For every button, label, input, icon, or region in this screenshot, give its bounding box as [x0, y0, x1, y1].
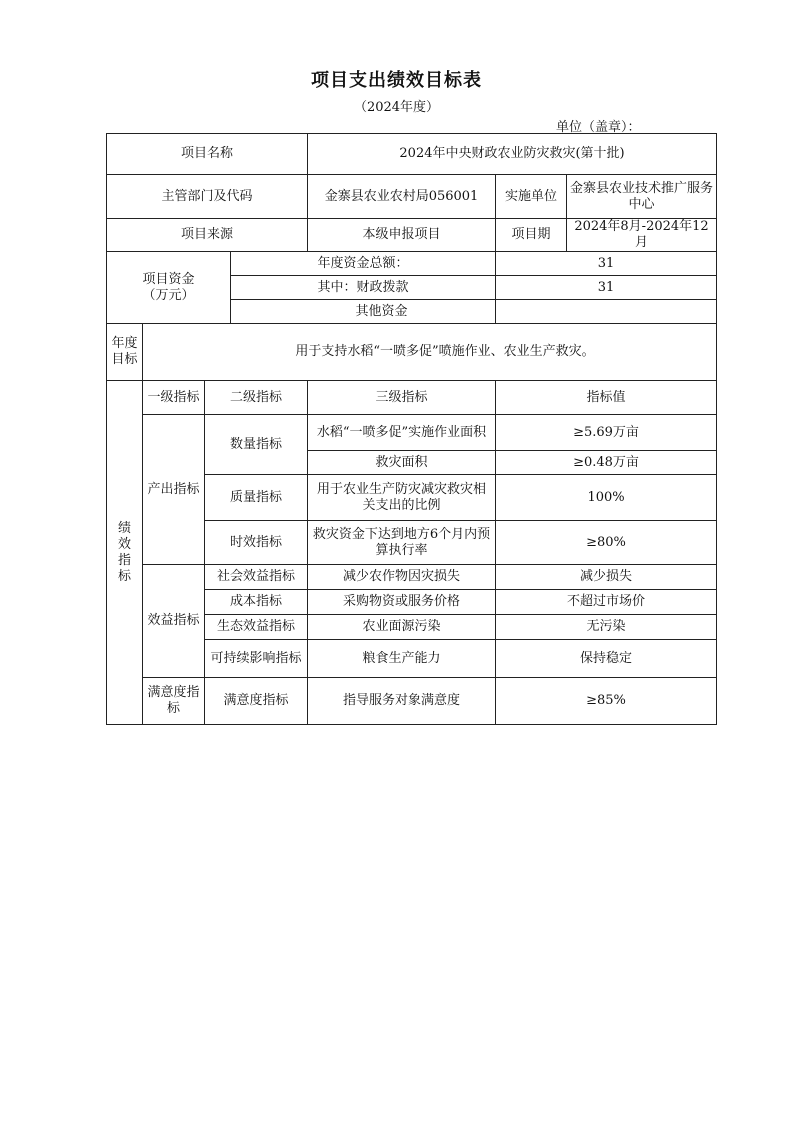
- benefit-level2: 成本指标: [205, 590, 308, 615]
- quantity-item-name: 水稻“一喷多促”实施作业面积: [308, 415, 496, 451]
- satisfaction-indicator-label: 满意度指标: [143, 678, 205, 725]
- quality-item-value: 100%: [496, 475, 717, 521]
- benefit-item-name: 粮食生产能力: [308, 640, 496, 678]
- side-char: 效: [117, 536, 131, 552]
- period-label: 项目期: [496, 219, 567, 252]
- benefit-item-name: 采购物资或服务价格: [308, 590, 496, 615]
- quantity-item-value: ≥5.69万亩: [496, 415, 717, 451]
- indicators-side-label: [107, 381, 143, 725]
- quantity-item-name: 救灾面积: [308, 451, 496, 475]
- funds-other-value: [496, 300, 717, 324]
- benefit-indicator-label: 效益指标: [143, 565, 205, 678]
- unit-seal-label: 单位（盖章）：: [556, 120, 641, 135]
- satisfaction-item-name: 指导服务对象满意度: [308, 678, 496, 725]
- project-name-value: 2024年中央财政农业防灾救灾(第十批): [308, 134, 717, 175]
- dept-label: 主管部门及代码: [107, 175, 308, 219]
- impl-unit-label: 实施单位: [496, 175, 567, 219]
- goal-label-line1: 年度: [111, 336, 138, 351]
- funds-label-line1: 项目资金: [142, 271, 195, 287]
- side-char: 标: [117, 568, 131, 584]
- benefit-item-name: 农业面源污染: [308, 615, 496, 640]
- benefit-item-value: 保持稳定: [496, 640, 717, 678]
- page-title: 项目支出绩效目标表: [311, 70, 482, 91]
- header-level1: 一级指标: [143, 381, 205, 415]
- fiscal-year: （2024年度）: [353, 100, 440, 115]
- quantity-indicator-label: 数量指标: [205, 415, 308, 475]
- project-name-label: 项目名称: [107, 134, 308, 175]
- funds-other-label: 其他资金: [231, 300, 496, 324]
- satisfaction-item-value: ≥85%: [496, 678, 717, 725]
- goal-label-line2: 目标: [111, 352, 138, 367]
- quality-item-name: 用于农业生产防灾减灾救灾相关支出的比例: [308, 475, 496, 521]
- source-label: 项目来源: [107, 219, 308, 252]
- impl-unit-value: 金寨县农业技术推广服务中心: [567, 175, 717, 219]
- funds-fiscal-label: 其中：财政拨款: [231, 276, 496, 300]
- goal-label: [107, 324, 143, 381]
- funds-total-label: 年度资金总额：: [231, 252, 496, 276]
- quantity-item-value: ≥0.48万亩: [496, 451, 717, 475]
- source-value: 本级申报项目: [308, 219, 496, 252]
- benefit-item-name: 减少农作物因灾损失: [308, 565, 496, 590]
- header-value: 指标值: [496, 381, 717, 415]
- dept-value: 金寨县农业农村局056001: [308, 175, 496, 219]
- performance-target-table: [106, 133, 717, 725]
- timeliness-item-value: ≥80%: [496, 521, 717, 565]
- timeliness-item-name: 救灾资金下达到地方6个月内预算执行率: [308, 521, 496, 565]
- benefit-item-value: 减少损失: [496, 565, 717, 590]
- header-level2: 二级指标: [205, 381, 308, 415]
- funds-total-value: 31: [496, 252, 717, 276]
- header-level3: 三级指标: [308, 381, 496, 415]
- period-value: 2024年8月-2024年12月: [567, 219, 717, 252]
- side-char: 绩: [117, 520, 131, 536]
- benefit-level2: 可持续影响指标: [205, 640, 308, 678]
- timeliness-indicator-label: 时效指标: [205, 521, 308, 565]
- satisfaction-level2: 满意度指标: [205, 678, 308, 725]
- benefit-item-value: 不超过市场价: [496, 590, 717, 615]
- goal-text: 用于支持水稻“一喷多促”喷施作业、农业生产救灾。: [143, 324, 717, 381]
- funds-label: [107, 252, 231, 324]
- side-char: 指: [117, 552, 131, 568]
- quality-indicator-label: 质量指标: [205, 475, 308, 521]
- benefit-level2: 社会效益指标: [205, 565, 308, 590]
- benefit-item-value: 无污染: [496, 615, 717, 640]
- output-indicator-label: 产出指标: [143, 415, 205, 565]
- funds-fiscal-value: 31: [496, 276, 717, 300]
- funds-label-line2: （万元）: [142, 287, 195, 303]
- benefit-level2: 生态效益指标: [205, 615, 308, 640]
